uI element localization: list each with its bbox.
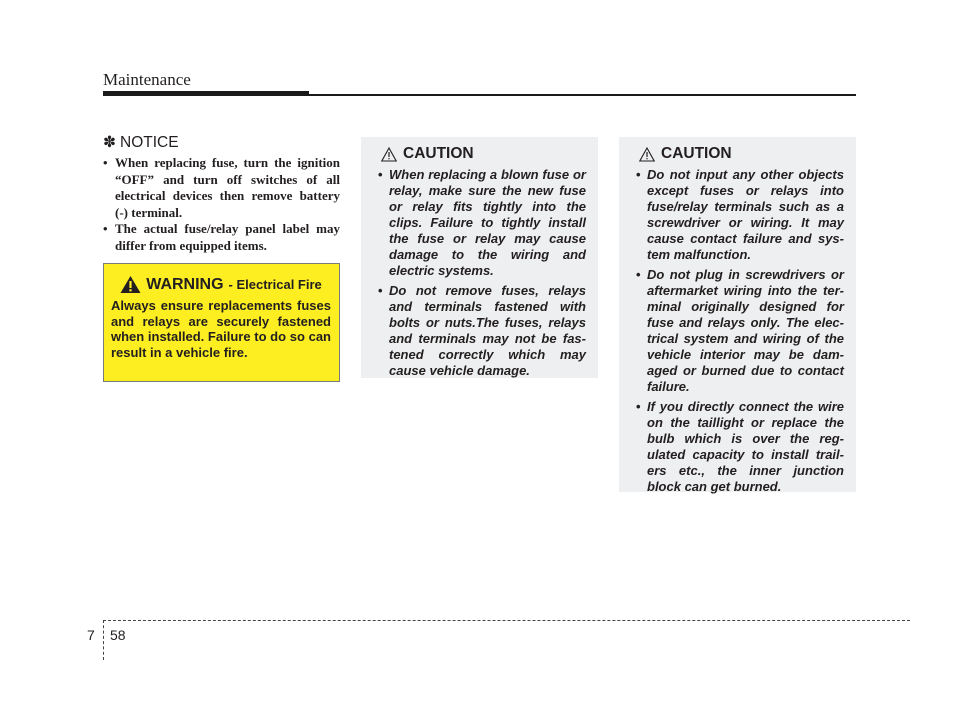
caution-title: CAUTION [403, 145, 474, 162]
warning-title: WARNING [146, 275, 224, 293]
header-rule-thin [309, 94, 856, 96]
caution-item: • Do not input any other objects except fuses or relays into fuse/relay terminals such as a screwdriver or wiring. It may cause contact failure and sys-tem malfunction. [629, 167, 844, 263]
warning-box [103, 263, 340, 382]
notice-list [103, 155, 340, 254]
notice-title-text: NOTICE [120, 133, 179, 151]
caution-box-right [619, 137, 856, 492]
caution-title: CAUTION [661, 145, 732, 162]
caution-header [639, 145, 844, 163]
caution-triangle-icon [639, 147, 655, 162]
notice-item: • When replacing fuse, turn the ignition “OFF” and turn off switches of all electrical devices then remove battery (-) terminal. [103, 155, 340, 221]
footer-divider [103, 620, 104, 660]
warning-body: Always ensure replacements fuses and relays are securely fastened when installed. Failure to do so can result in a vehicle fire. [111, 298, 331, 360]
caution-item: • When replacing a blown fuse or relay, make sure the new fuse or relay fits tightly into the clips. Failure to tightly install the fuse or relay may cause damage to the wiring and electric systems. [371, 167, 586, 279]
footer-rule [103, 620, 910, 621]
caution-box-middle [361, 137, 598, 378]
notice-title [103, 133, 340, 152]
header-rule-thick [103, 91, 309, 96]
caution-list [629, 167, 844, 495]
section-title: Maintenance [103, 70, 191, 89]
caution-item: • Do not plug in screwdrivers or aftermarket wiring into the ter-minal originally designed for fuse and relays only. The elec-trical system and wiring of the vehicle interior may be dam-aged or burned due to contact failure. [629, 267, 844, 395]
warning-triangle-icon [120, 275, 141, 294]
caution-list [371, 167, 586, 379]
notice-asterisk-icon: ✽ [103, 134, 116, 151]
caution-triangle-icon [381, 147, 397, 162]
caution-item: • If you directly connect the wire on the taillight or replace the bulb which is over the reg-ulated capacity to install trail-ers etc., the inner junction block can get burned. [629, 399, 844, 495]
notice-item: • The actual fuse/relay panel label may differ from equipped items. [103, 221, 340, 254]
caution-item: • Do not remove fuses, relays and terminals fastened with bolts or nuts.The fuses, relays and terminals may not be fas-tened correctly which may cause vehicle damage. [371, 283, 586, 379]
page-chapter: 7 [87, 627, 95, 643]
notice-block [103, 133, 340, 254]
warning-header [111, 275, 331, 294]
warning-subtitle: - Electrical Fire [228, 277, 322, 292]
page-number: 58 [110, 627, 126, 643]
caution-header [381, 145, 586, 163]
